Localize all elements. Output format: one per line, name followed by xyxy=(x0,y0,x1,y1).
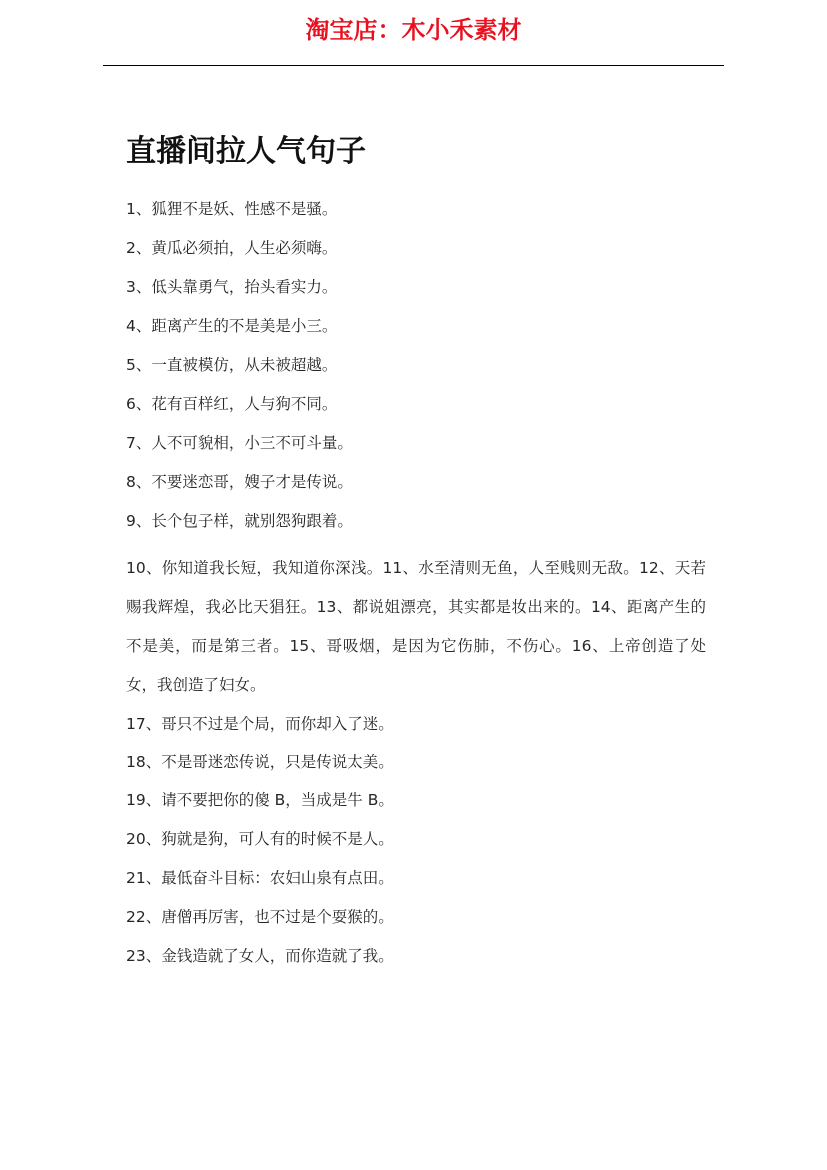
header-divider xyxy=(103,65,724,66)
list-item: 7、人不可貌相，小三不可斗量。 xyxy=(126,434,353,452)
list-item: 9、长个包子样，就别怨狗跟着。 xyxy=(126,512,353,530)
shop-header: 淘宝店：木小禾素材 xyxy=(305,15,522,44)
list-item: 21、最低奋斗目标：农妇山泉有点田。 xyxy=(126,869,394,887)
paragraph-block: 10、你知道我长短，我知道你深浅。11、水至清则无鱼，人至贱则无敌。12、天若赐我辉煌，我必比天猖狂。13、都说姐漂亮，其实都是妆出来的。14、距离产生的不是美，而是第三者。15、哥吸烟，是因为它伤肺，不伤心。16、上帝创造了处女，我创造了妇女。 xyxy=(126,559,706,694)
list-item: 1、狐狸不是妖、性感不是骚。 xyxy=(126,200,338,218)
list-item: 20、狗就是狗，可人有的时候不是人。 xyxy=(126,830,394,848)
list-item: 19、请不要把你的傻 B，当成是牛 B。 xyxy=(126,791,394,809)
list-item: 8、不要迷恋哥，嫂子才是传说。 xyxy=(126,473,353,491)
document-body xyxy=(126,194,706,980)
list-item: 6、花有百样红，人与狗不同。 xyxy=(126,395,338,413)
list-item: 23、金钱造就了女人，而你造就了我。 xyxy=(126,947,394,965)
list-item: 22、唐僧再厉害，也不过是个耍猴的。 xyxy=(126,908,394,926)
list-item: 5、一直被模仿，从未被超越。 xyxy=(126,356,338,374)
list-item: 2、黄瓜必须拍，人生必须嗨。 xyxy=(126,239,338,257)
list-item: 17、哥只不过是个局，而你却入了迷。 xyxy=(126,715,394,733)
list-item: 3、低头靠勇气，抬头看实力。 xyxy=(126,278,338,296)
list-item: 4、距离产生的不是美是小三。 xyxy=(126,317,338,335)
document-title: 直播间拉人气句子 xyxy=(126,134,366,169)
list-item: 18、不是哥迷恋传说，只是传说太美。 xyxy=(126,753,394,771)
